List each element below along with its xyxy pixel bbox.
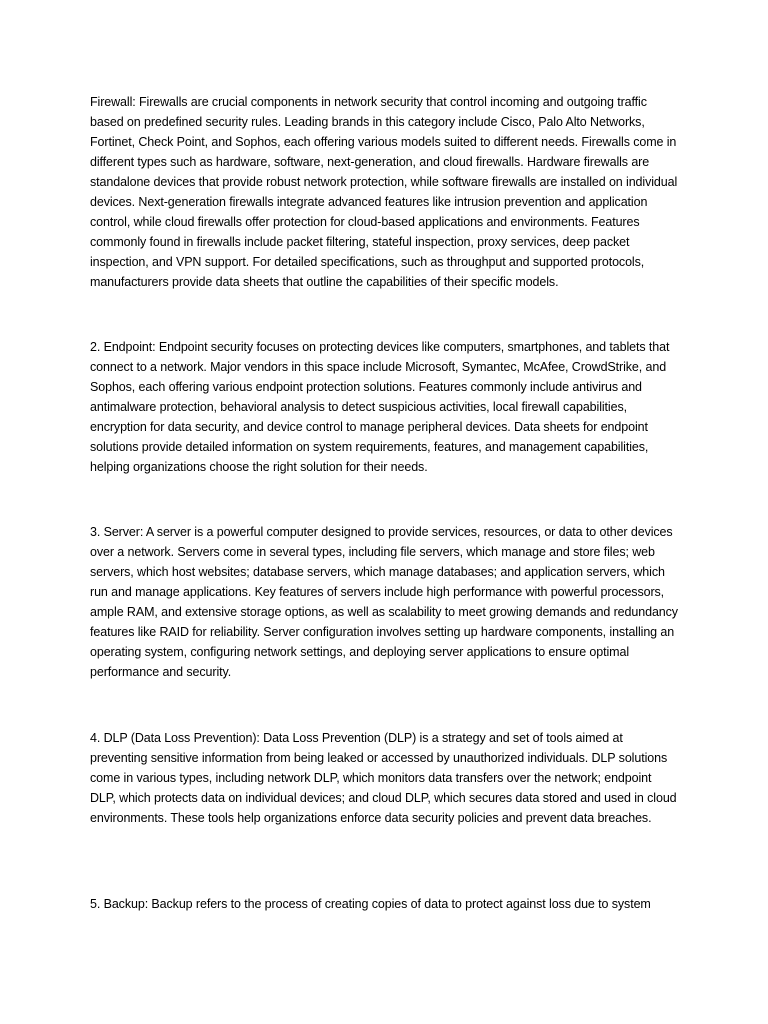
paragraph-server: 3. Server: A server is a powerful computer designed to provide services, resources, or data to other devices over a network. Servers come in several types, including file servers, which manage and store files; web servers, which host websites; database servers, which manage databases; and application servers, which run and manage applications. Key features of servers include high performance with powerful processors, ample RAM, and extensive storage options, as well as scalability to meet growing demands and redundancy features like RAID for reliability. Server configuration involves setting up hardware components, installing an operating system, configuring network settings, and deploying server applications to ensure optimal performance and security.	[90, 525, 678, 679]
paragraph-backup: 5. Backup: Backup refers to the process of creating copies of data to protect against loss due to system	[90, 897, 651, 911]
paragraph-firewall: Firewall: Firewalls are crucial components in network security that control incoming and outgoing traffic based on predefined security rules. Leading brands in this category include Cisco, Palo Alto Networks, Fortinet, Check Point, and Sophos, each offering various models suited to different needs. Firewalls come in different types such as hardware, software, next-generation, and cloud firewalls. Hardware firewalls are standalone devices that provide robust network protection, while software firewalls are installed on individual devices. Next-generation firewalls integrate advanced features like intrusion prevention and application control, while cloud firewalls offer protection for cloud-based applications and environments. Features commonly found in firewalls include packet filtering, stateful inspection, proxy services, deep packet inspection, and VPN support. For detailed specifications, such as throughput and supported protocols, manufacturers provide data sheets that outline the capabilities of their specific models.	[90, 95, 678, 289]
paragraph-endpoint: 2. Endpoint: Endpoint security focuses on protecting devices like computers, smartphones, and tablets that connect to a network. Major vendors in this space include Microsoft, Symantec, McAfee, CrowdStrike, and Sophos, each offering various endpoint protection solutions. Features commonly include antivirus and antimalware protection, behavioral analysis to detect suspicious activities, local firewall capabilities, encryption for data security, and device control to manage peripheral devices. Data sheets for endpoint solutions provide detailed information on system requirements, features, and management capabilities, helping organizations choose the right solution for their needs.	[90, 340, 670, 474]
paragraph-dlp: 4. DLP (Data Loss Prevention): Data Loss Prevention (DLP) is a strategy and set of tools aimed at preventing sensitive information from being leaked or accessed by unauthorized individuals. DLP solutions come in various types, including network DLP, which monitors data transfers over the network; endpoint DLP, which protects data on individual devices; and cloud DLP, which secures data stored and used in cloud environments. These tools help organizations enforce data security policies and prevent data breaches.	[90, 731, 677, 825]
